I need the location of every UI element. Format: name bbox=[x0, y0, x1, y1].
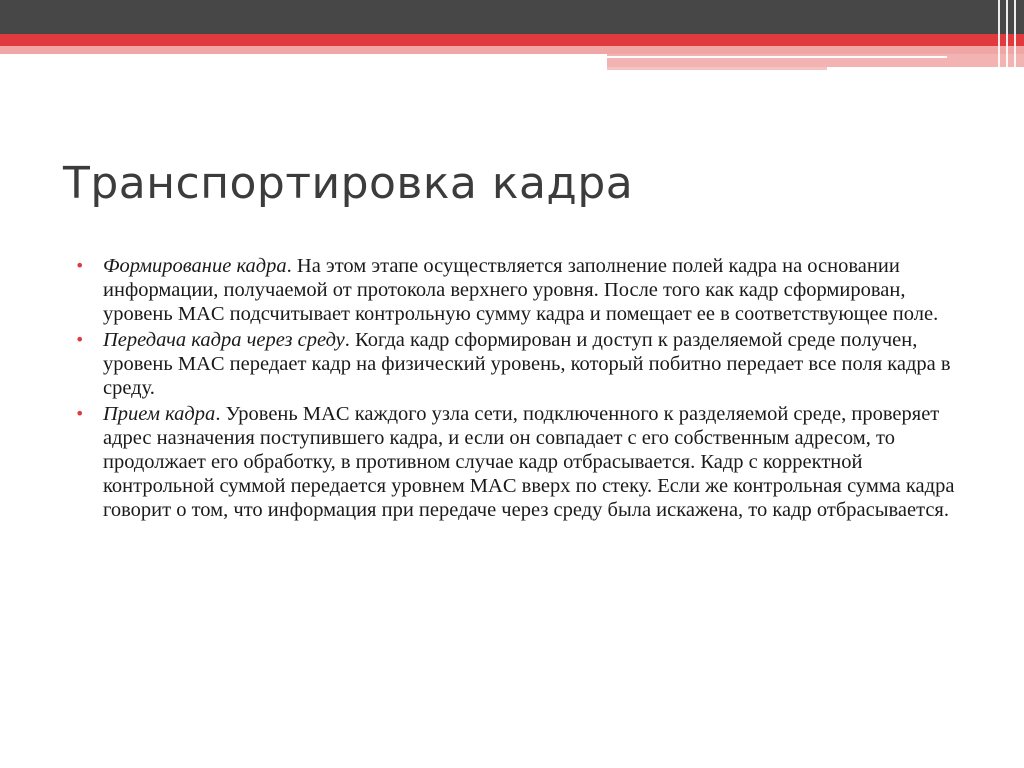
bullet-item bbox=[75, 328, 955, 400]
header-band-pink-thin bbox=[607, 67, 827, 70]
bullet-item bbox=[75, 254, 955, 326]
bullet-dot-icon: • bbox=[75, 404, 85, 423]
bullet-item bbox=[75, 402, 955, 522]
header-band-dark bbox=[0, 0, 1024, 34]
bullet-text: . Когда кадр сформирован и доступ к разделяемой среде получен, уровень MAC передает кадр на физический уровень, который побитно передает все поля кадра в среду. bbox=[103, 329, 951, 399]
bullet-text: . Уровень MAC каждого узла сети, подключенного к разделяемой среде, проверяет адрес назначения поступившего кадра, и если он совпадает с его собственным адресом, то продолжает его обработку, в противном случае кадр отбрасывается. Кадр с корректной контрольной суммой передается уровнем MAC вверх по стеку. Если же контрольная сумма кадра говорит о том, что информация при передаче через среду была искажена, то кадр отбрасывается. bbox=[103, 403, 955, 521]
bullet-list bbox=[75, 254, 955, 522]
header-band-pink bbox=[0, 46, 1024, 54]
bullet-term: Формирование кадра bbox=[103, 255, 287, 277]
bullet-term: Прием кадра bbox=[103, 403, 216, 425]
header-band-white-line bbox=[607, 56, 947, 58]
vertical-line bbox=[998, 0, 1000, 70]
bullet-dot-icon: • bbox=[75, 256, 85, 275]
vertical-line bbox=[1014, 0, 1016, 70]
slide-content bbox=[75, 254, 955, 524]
header-vertical-lines bbox=[994, 0, 1024, 70]
bullet-dot-icon: • bbox=[75, 330, 85, 349]
bullet-text: . На этом этапе осуществляется заполнение полей кадра на основании информации, получаемой от протокола верхнего уровня. После того как кадр сформирован, уровень MAC подсчитывает контрольную сумму кадра и помещает ее в соответствующее поле. bbox=[103, 255, 939, 325]
vertical-line bbox=[1006, 0, 1008, 70]
slide-title: Транспортировка кадра bbox=[63, 158, 634, 209]
bullet-term: Передача кадра через среду bbox=[103, 329, 345, 351]
header-band-red bbox=[0, 34, 1024, 46]
